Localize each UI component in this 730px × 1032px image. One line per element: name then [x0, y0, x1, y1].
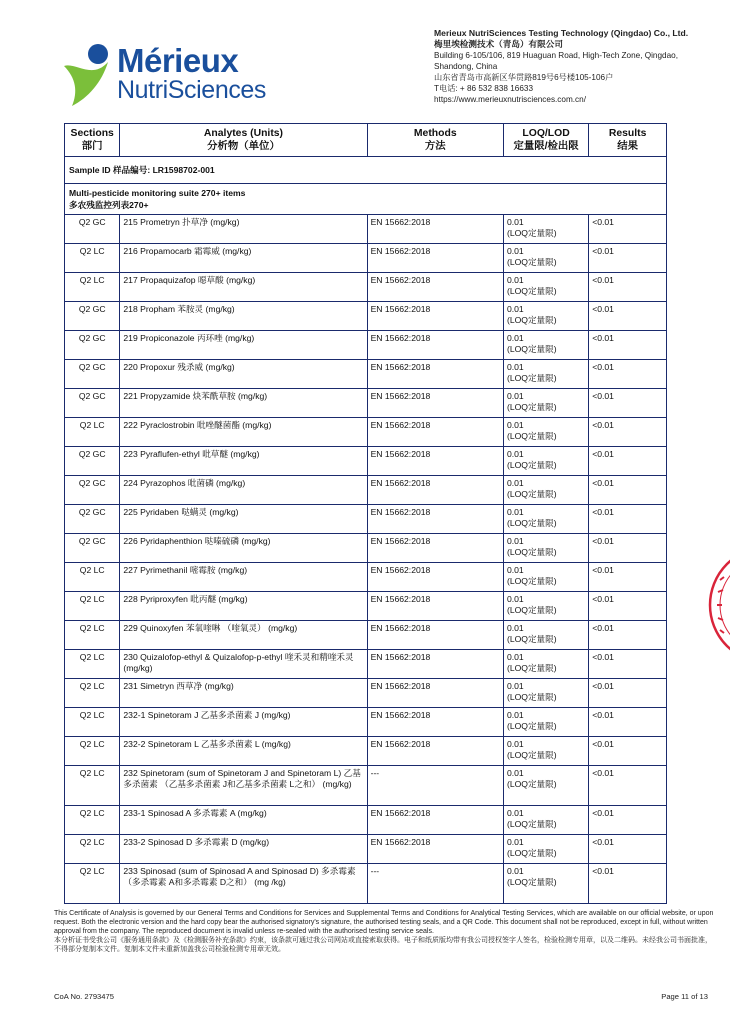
method-cell: EN 15662:2018 [367, 389, 503, 418]
method-cell: EN 15662:2018 [367, 679, 503, 708]
method-cell: EN 15662:2018 [367, 737, 503, 766]
loq-note: (LOQ定量限) [506, 489, 557, 499]
section-cell: Q2 LC [65, 650, 120, 679]
phone-number: T电话: + 86 532 838 16633 [434, 84, 534, 93]
section-cell: Q2 GC [65, 215, 120, 244]
result-cell: <0.01 [589, 864, 667, 904]
table-row [65, 534, 667, 563]
table-row [65, 766, 667, 806]
loq-note: (LOQ定量限) [506, 877, 557, 887]
company-name: Merieux NutriSciences Testing Technology (Qingdao) Co., Ltd. [434, 28, 689, 38]
analyte-cell: 229 Quinoxyfen 苯氧喹啉 （喹氧灵） (mg/kg) [120, 621, 367, 650]
table-row [65, 360, 667, 389]
table-row [65, 708, 667, 737]
loq-value: 0.01 [506, 478, 524, 488]
table-header-row [65, 124, 667, 157]
analyte-cell: 222 Pyraclostrobin 吡唑醚菌酯 (mg/kg) [120, 418, 367, 447]
loq-note: (LOQ定量限) [506, 518, 557, 528]
result-cell: <0.01 [589, 302, 667, 331]
loq-cell [503, 273, 588, 302]
analyte-cell: 232 Spinetoram (sum of Spinetoram J and Spinetoram L) 乙基多杀菌素 （乙基多杀菌素 J和乙基多杀菌素 L之和） (mg/kg) [120, 766, 367, 806]
table-row [65, 505, 667, 534]
loq-value: 0.01 [506, 275, 524, 285]
table-row [65, 592, 667, 621]
section-cell: Q2 GC [65, 505, 120, 534]
loq-note: (LOQ定量限) [506, 819, 557, 829]
result-cell: <0.01 [589, 806, 667, 835]
address-line: Shandong, China [434, 62, 498, 71]
loq-note: (LOQ定量限) [506, 344, 557, 354]
table-row [65, 621, 667, 650]
analyte-cell: 217 Propaquizafop 噁草酸 (mg/kg) [120, 273, 367, 302]
disclaimer-cn: 本分析证书受我公司《服务通用条款》及《检测服务补充条款》约束，该条款可通过我公司网站或直接索取获得。电子和纸质版均带有我公司授权签字人签名，检验检测专用章，以及二维码。未经我公司书面批准，不得部分复制本文件。复制本文件未重新加盖我公司检验检测专用章无效。 [54, 937, 712, 953]
analyte-cell: 215 Prometryn 扑草净 (mg/kg) [120, 215, 367, 244]
section-cell: Q2 LC [65, 766, 120, 806]
section-cell: Q2 LC [65, 418, 120, 447]
result-cell: <0.01 [589, 679, 667, 708]
loq-note: (LOQ定量限) [506, 779, 557, 789]
analyte-cell: 220 Propoxur 残杀威 (mg/kg) [120, 360, 367, 389]
method-cell: EN 15662:2018 [367, 418, 503, 447]
analyte-cell: 228 Pyriproxyfen 吡丙醚 (mg/kg) [120, 592, 367, 621]
header-loq-lod: LOQ/LOD 定量限/检出限 [503, 124, 588, 157]
loq-note: (LOQ定量限) [506, 228, 557, 238]
header-methods: Methods 方法 [367, 124, 503, 157]
analyte-cell: 232-1 Spinetoram J 乙基多杀菌素 J (mg/kg) [120, 708, 367, 737]
loq-note: (LOQ定量限) [506, 576, 557, 586]
loq-value: 0.01 [506, 866, 524, 876]
loq-value: 0.01 [506, 739, 524, 749]
logo-mark-icon [62, 40, 122, 110]
loq-note: (LOQ定量限) [506, 848, 557, 858]
analyte-cell: 233-1 Spinosad A 多杀霉素 A (mg/kg) [120, 806, 367, 835]
loq-cell [503, 360, 588, 389]
loq-value: 0.01 [506, 565, 524, 575]
table-row [65, 331, 667, 360]
method-cell: EN 15662:2018 [367, 244, 503, 273]
loq-value: 0.01 [506, 362, 524, 372]
loq-cell [503, 864, 588, 904]
loq-cell [503, 766, 588, 806]
result-cell: <0.01 [589, 331, 667, 360]
method-cell: EN 15662:2018 [367, 534, 503, 563]
method-cell: EN 15662:2018 [367, 505, 503, 534]
loq-cell [503, 302, 588, 331]
result-cell: <0.01 [589, 621, 667, 650]
loq-note: (LOQ定量限) [506, 431, 557, 441]
table-row [65, 563, 667, 592]
loq-cell [503, 476, 588, 505]
section-cell: Q2 GC [65, 360, 120, 389]
analyte-cell: 226 Pyridaphenthion 哒嗪硫磷 (mg/kg) [120, 534, 367, 563]
sample-id: Sample ID 样品编号: LR1598702-001 [65, 157, 667, 184]
section-cell: Q2 GC [65, 447, 120, 476]
method-cell: EN 15662:2018 [367, 708, 503, 737]
method-cell: EN 15662:2018 [367, 302, 503, 331]
table-row [65, 389, 667, 418]
method-cell: EN 15662:2018 [367, 621, 503, 650]
address-line-cn: 山东省青岛市高新区华贯路819号6号楼105-106户 [434, 73, 614, 82]
loq-note: (LOQ定量限) [506, 634, 557, 644]
method-cell: EN 15662:2018 [367, 835, 503, 864]
loq-cell [503, 331, 588, 360]
section-cell: Q2 GC [65, 476, 120, 505]
table-row [65, 447, 667, 476]
loq-value: 0.01 [506, 652, 524, 662]
company-info [434, 28, 724, 105]
page-number: Page 11 of 13 [661, 992, 708, 1001]
loq-note: (LOQ定量限) [506, 605, 557, 615]
loq-cell [503, 418, 588, 447]
loq-note: (LOQ定量限) [506, 547, 557, 557]
table-row [65, 864, 667, 904]
loq-value: 0.01 [506, 304, 524, 314]
company-name-cn: 梅里埃检测技术（青岛）有限公司 [434, 39, 563, 49]
table-row [65, 302, 667, 331]
loq-note: (LOQ定量限) [506, 460, 557, 470]
loq-value: 0.01 [506, 217, 524, 227]
section-cell: Q2 LC [65, 621, 120, 650]
disclaimer-en: This Certificate of Analysis is governed by our General Terms and Conditions for Services and Supplemental Terms and Conditions for Analytical Testing Services, which are available on our official website, or upon request. Both the electronic version and the hard copy bear the authorised signatory's signature, the authorised testing seals, and a QR Code. This document shall not be reproduced, except in full, without written approval from the company. The reproduced document is invalid unless re-sealed with the authorised testing service seals. [54, 910, 714, 935]
loq-cell [503, 806, 588, 835]
method-cell: EN 15662:2018 [367, 563, 503, 592]
loq-note: (LOQ定量限) [506, 721, 557, 731]
section-cell: Q2 GC [65, 331, 120, 360]
loq-value: 0.01 [506, 768, 524, 778]
logo-text-nutrisciences: NutriSciences [117, 76, 267, 104]
loq-value: 0.01 [506, 449, 524, 459]
section-cell: Q2 LC [65, 679, 120, 708]
loq-cell [503, 215, 588, 244]
result-cell: <0.01 [589, 447, 667, 476]
loq-note: (LOQ定量限) [506, 373, 557, 383]
table-row [65, 244, 667, 273]
analyte-cell: 227 Pyrimethanil 嘧霉胺 (mg/kg) [120, 563, 367, 592]
method-cell: --- [367, 766, 503, 806]
section-cell: Q2 LC [65, 708, 120, 737]
loq-cell [503, 650, 588, 679]
section-cell: Q2 LC [65, 835, 120, 864]
analyte-cell: 233 Spinosad (sum of Spinosad A and Spinosad D) 多杀霉素 （多杀霉素 A和多杀霉素 D之和） (mg /kg) [120, 864, 367, 904]
analyte-cell: 232-2 Spinetoram L 乙基多杀菌素 L (mg/kg) [120, 737, 367, 766]
loq-value: 0.01 [506, 391, 524, 401]
official-seal-stamp [706, 540, 730, 670]
result-cell: <0.01 [589, 835, 667, 864]
section-cell: Q2 LC [65, 273, 120, 302]
section-cell: Q2 LC [65, 806, 120, 835]
loq-value: 0.01 [506, 420, 524, 430]
loq-value: 0.01 [506, 246, 524, 256]
loq-value: 0.01 [506, 837, 524, 847]
section-cell: Q2 LC [65, 563, 120, 592]
loq-note: (LOQ定量限) [506, 402, 557, 412]
analyte-cell: 224 Pyrazophos 吡菌磷 (mg/kg) [120, 476, 367, 505]
loq-cell [503, 244, 588, 273]
result-cell: <0.01 [589, 737, 667, 766]
result-cell: <0.01 [589, 244, 667, 273]
loq-cell [503, 708, 588, 737]
header-analytes: Analytes (Units) 分析物（单位） [120, 124, 367, 157]
address-line: Building 6-105/106, 819 Huaguan Road, High-Tech Zone, Qingdao, [434, 51, 678, 60]
result-cell: <0.01 [589, 273, 667, 302]
method-cell: --- [367, 864, 503, 904]
loq-note: (LOQ定量限) [506, 692, 557, 702]
loq-value: 0.01 [506, 808, 524, 818]
method-cell: EN 15662:2018 [367, 476, 503, 505]
company-logo [62, 40, 267, 110]
section-cell: Q2 LC [65, 244, 120, 273]
method-cell: EN 15662:2018 [367, 806, 503, 835]
loq-value: 0.01 [506, 507, 524, 517]
result-cell: <0.01 [589, 708, 667, 737]
sample-id-row [65, 157, 667, 184]
section-cell: Q2 LC [65, 864, 120, 904]
analyte-cell: 219 Propiconazole 丙环唑 (mg/kg) [120, 331, 367, 360]
loq-note: (LOQ定量限) [506, 315, 557, 325]
loq-value: 0.01 [506, 681, 524, 691]
method-cell: EN 15662:2018 [367, 592, 503, 621]
loq-cell [503, 835, 588, 864]
analyte-cell: 231 Simetryn 西草净 (mg/kg) [120, 679, 367, 708]
analyte-cell: 218 Propham 苯胺灵 (mg/kg) [120, 302, 367, 331]
analyte-cell: 221 Propyzamide 炔苯酰草胺 (mg/kg) [120, 389, 367, 418]
analyte-cell: 233-2 Spinosad D 多杀霉素 D (mg/kg) [120, 835, 367, 864]
section-cell: Q2 LC [65, 592, 120, 621]
loq-cell [503, 621, 588, 650]
result-cell: <0.01 [589, 592, 667, 621]
loq-value: 0.01 [506, 333, 524, 343]
loq-note: (LOQ定量限) [506, 257, 557, 267]
result-cell: <0.01 [589, 563, 667, 592]
table-row [65, 273, 667, 302]
loq-value: 0.01 [506, 536, 524, 546]
result-cell: <0.01 [589, 389, 667, 418]
loq-note: (LOQ定量限) [506, 663, 557, 673]
section-cell: Q2 GC [65, 302, 120, 331]
suite-title: Multi-pesticide monitoring suite 270+ items 多农残监控列表270+ [65, 184, 667, 215]
table-row [65, 737, 667, 766]
result-cell: <0.01 [589, 650, 667, 679]
table-row [65, 476, 667, 505]
loq-cell [503, 563, 588, 592]
logo-text-merieux: Mérieux [117, 42, 239, 79]
loq-cell [503, 737, 588, 766]
loq-value: 0.01 [506, 710, 524, 720]
result-cell: <0.01 [589, 766, 667, 806]
loq-cell [503, 679, 588, 708]
method-cell: EN 15662:2018 [367, 447, 503, 476]
loq-cell [503, 447, 588, 476]
loq-value: 0.01 [506, 623, 524, 633]
analyte-cell: 216 Propamocarb 霜霉威 (mg/kg) [120, 244, 367, 273]
analyte-cell: 223 Pyraflufen-ethyl 吡草醚 (mg/kg) [120, 447, 367, 476]
section-cell: Q2 GC [65, 534, 120, 563]
suite-row [65, 184, 667, 215]
result-cell: <0.01 [589, 360, 667, 389]
header-results: Results 结果 [589, 124, 667, 157]
loq-cell [503, 505, 588, 534]
loq-cell [503, 389, 588, 418]
loq-note: (LOQ定量限) [506, 286, 557, 296]
header-sections: Sections 部门 [65, 124, 120, 157]
website-link[interactable]: https://www.merieuxnutrisciences.com.cn/ [434, 95, 586, 104]
table-row [65, 679, 667, 708]
results-table [64, 123, 667, 904]
method-cell: EN 15662:2018 [367, 650, 503, 679]
section-cell: Q2 LC [65, 737, 120, 766]
result-cell: <0.01 [589, 505, 667, 534]
result-cell: <0.01 [589, 534, 667, 563]
section-cell: Q2 GC [65, 389, 120, 418]
result-cell: <0.01 [589, 418, 667, 447]
loq-value: 0.01 [506, 594, 524, 604]
table-row [65, 806, 667, 835]
analyte-cell: 225 Pyridaben 哒螨灵 (mg/kg) [120, 505, 367, 534]
loq-note: (LOQ定量限) [506, 750, 557, 760]
coa-number: CoA No. 2793475 [54, 992, 114, 1001]
method-cell: EN 15662:2018 [367, 360, 503, 389]
footer-disclaimer [54, 909, 714, 954]
table-row [65, 215, 667, 244]
loq-cell [503, 534, 588, 563]
method-cell: EN 15662:2018 [367, 215, 503, 244]
table-row [65, 835, 667, 864]
method-cell: EN 15662:2018 [367, 273, 503, 302]
result-cell: <0.01 [589, 476, 667, 505]
table-row [65, 418, 667, 447]
result-cell: <0.01 [589, 215, 667, 244]
analyte-cell: 230 Quizalofop-ethyl & Quizalofop-p-ethyl 喹禾灵和精喹禾灵 (mg/kg) [120, 650, 367, 679]
method-cell: EN 15662:2018 [367, 331, 503, 360]
table-row [65, 650, 667, 679]
loq-cell [503, 592, 588, 621]
